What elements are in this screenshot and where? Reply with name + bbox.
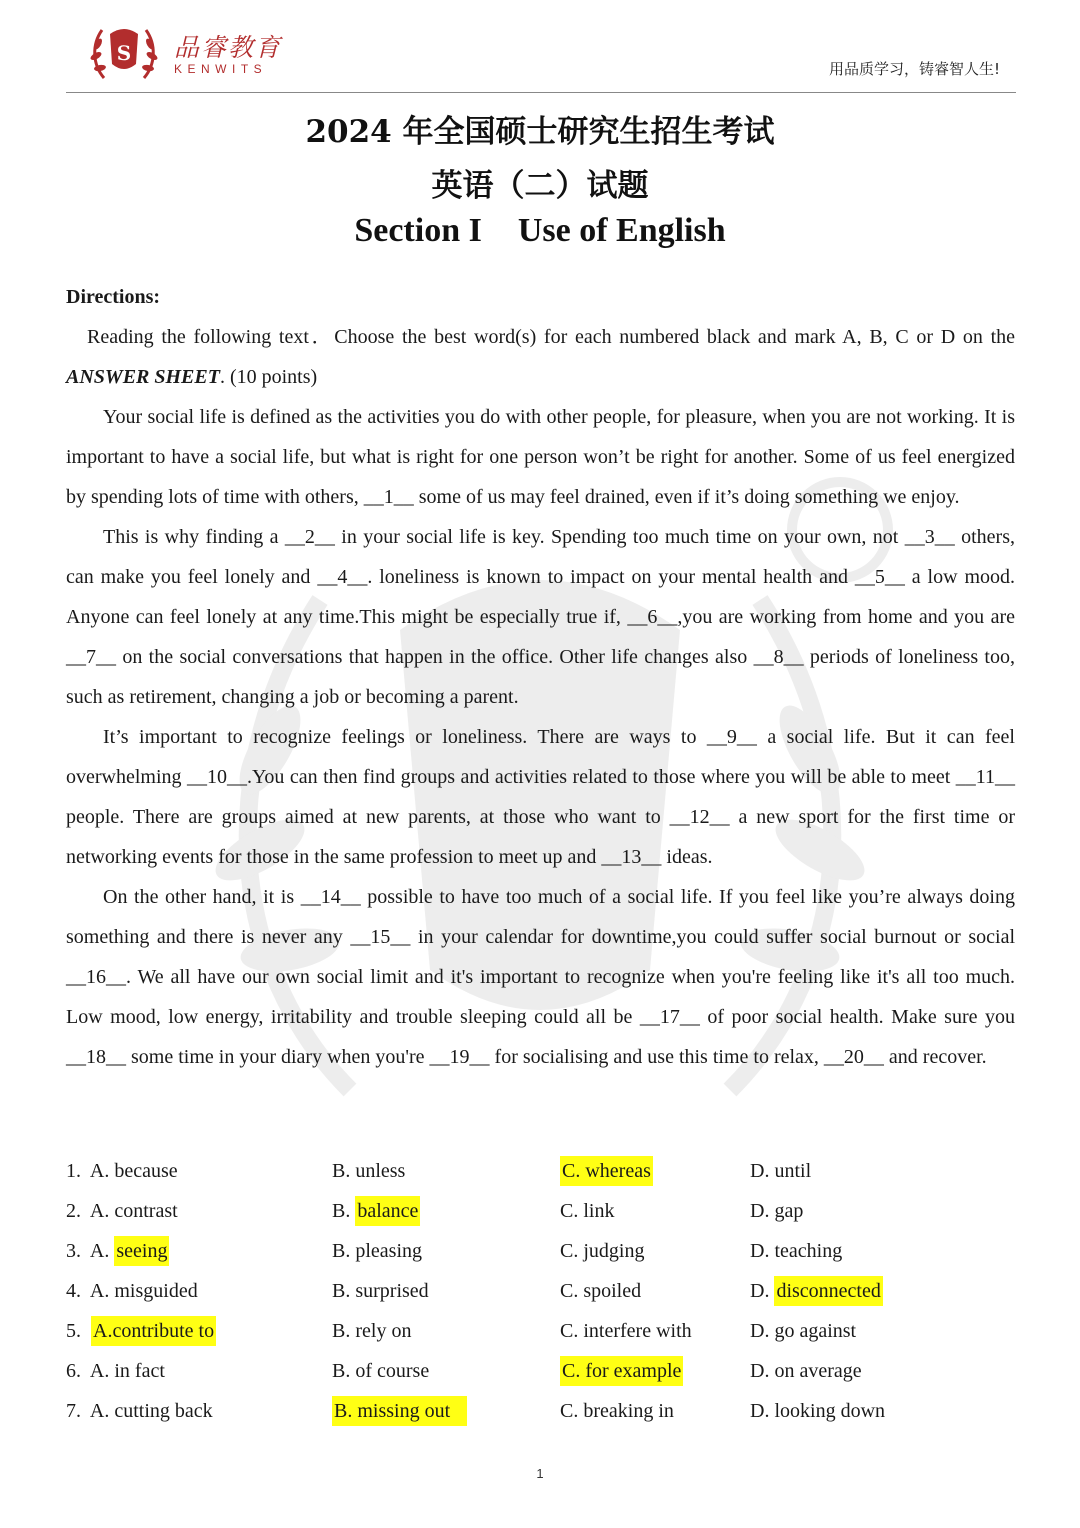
question-options bbox=[66, 1151, 1015, 1431]
option-b: B. surprised bbox=[332, 1280, 429, 1302]
option-d: D. looking down bbox=[750, 1400, 886, 1422]
header-slogan: 用品质学习，铸睿智人生! bbox=[828, 60, 1000, 78]
highlighted-answer: seeing bbox=[114, 1236, 169, 1266]
directions-text bbox=[66, 317, 1015, 397]
option-b: B. pleasing bbox=[332, 1240, 422, 1262]
option-d: D. gap bbox=[750, 1200, 804, 1222]
section-number: Section I bbox=[354, 212, 482, 249]
option-c: C. spoiled bbox=[560, 1280, 642, 1302]
option-d: D. go against bbox=[750, 1320, 857, 1342]
question-row bbox=[66, 1191, 1015, 1231]
highlighted-answer: balance bbox=[355, 1196, 420, 1226]
option-c: C. link bbox=[560, 1200, 615, 1222]
option-a: 1. A. because bbox=[66, 1160, 178, 1182]
kenwits-logo-icon bbox=[90, 20, 158, 86]
question-row bbox=[66, 1231, 1015, 1271]
option-c bbox=[560, 1151, 653, 1191]
option-a bbox=[66, 1311, 216, 1351]
question-row bbox=[66, 1311, 1015, 1351]
passage-paragraph-3: It’s important to recognize feelings or loneliness. There are ways to __9__ a social life. But it can feel overwhelming __10__.You can then find groups and activities related to those where you will be able to meet __11__ people. There are groups aimed at new parents, at those who want to __12__ a new sport for the first time or networking events for those in the same profession to meet up and __13__ ideas. bbox=[66, 726, 1015, 868]
question-number: 4. bbox=[66, 1280, 81, 1302]
option-b: B. of course bbox=[332, 1360, 430, 1382]
option-d: D. on average bbox=[750, 1360, 862, 1382]
option-b bbox=[332, 1391, 467, 1431]
highlighted-answer: B. missing out bbox=[332, 1396, 467, 1426]
exam-subtitle: 英语（二）试题 bbox=[431, 168, 649, 204]
highlighted-answer: C. whereas bbox=[560, 1156, 653, 1186]
section-name: Use of English bbox=[517, 212, 726, 249]
directions-text-before: Reading the following text．Choose the best word(s) for each numbered black and mark A, B, C or D on the bbox=[87, 326, 1015, 348]
directions-text-after: . (10 points) bbox=[219, 366, 318, 388]
question-row bbox=[66, 1391, 1015, 1431]
option-a: 2. A. contrast bbox=[66, 1200, 178, 1222]
option-c bbox=[560, 1351, 683, 1391]
question-number: 7. bbox=[66, 1400, 81, 1422]
option-b: B. unless bbox=[332, 1160, 406, 1182]
directions-label: Directions: bbox=[66, 286, 161, 308]
exam-title: 2024 年全国硕士研究生招生考试 bbox=[305, 114, 775, 150]
option-b: B. rely on bbox=[332, 1320, 412, 1342]
question-number: 2. bbox=[66, 1200, 81, 1222]
question-number: 6. bbox=[66, 1360, 81, 1382]
option-a: 7. A. cutting back bbox=[66, 1400, 213, 1422]
question-number: 5. bbox=[66, 1320, 81, 1342]
passage-paragraph-4: On the other hand, it is __14__ possible to have too much of a social life. If you feel like you’re always doing something and there is never any __15__ in your calendar for downtime,you could suffer social burnout or social __16__. We all have our own social limit and it's important to recognize when you're feeling like it's all too much. Low mood, low energy, irritability and trouble sleeping could all be __17__ of poor social health. Make sure you __18__ some time in your diary when you're __19__ for socialising and use this time to relax, __20__ and recover. bbox=[66, 886, 1015, 1068]
passage-paragraph-1: Your social life is defined as the activities you do with other people, for pleasure, when you are not working. It is important to have a social life, but what is right for one person won’t be right for another. Some of us feel energized by spending lots of time with others, __1__ some of us may feel drained, even if it’s doing something we enjoy. bbox=[66, 406, 1015, 508]
question-row bbox=[66, 1151, 1015, 1191]
option-d: D. until bbox=[750, 1160, 812, 1182]
option-a: 3. A. seeing bbox=[66, 1231, 169, 1271]
passage-paragraph-2: This is why finding a __2__ in your social life is key. Spending too much time on your own, not __3__ others, can make you feel lonely and __4__. loneliness is known to impact on your mental health and __5__ a low mood. Anyone can feel lonely at any time.This might be especially true if, __6__,you are working from home and you are __7__ on the social conversations that happen in the office. Other life changes also __8__ periods of loneliness too, such as retirement, changing a job or becoming a parent. bbox=[66, 526, 1015, 708]
option-d: D. disconnected bbox=[750, 1271, 883, 1311]
option-a: 4. A. misguided bbox=[66, 1280, 198, 1302]
brand-name-en: KENWITS bbox=[174, 62, 268, 76]
svg-text:S: S bbox=[116, 41, 132, 65]
option-b: B. balance bbox=[332, 1191, 420, 1231]
page-number: 1 bbox=[536, 1466, 544, 1481]
option-a: 6. A. in fact bbox=[66, 1360, 165, 1382]
page-header bbox=[66, 14, 1016, 93]
brand-name-cn: 品睿教育 bbox=[174, 33, 283, 62]
question-number: 3. bbox=[66, 1240, 81, 1262]
option-c: C. interfere with bbox=[560, 1320, 692, 1342]
answer-sheet-label: ANSWER SHEET bbox=[66, 366, 220, 388]
option-c: C. judging bbox=[560, 1240, 645, 1262]
question-row bbox=[66, 1351, 1015, 1391]
highlighted-answer: disconnected bbox=[774, 1276, 882, 1306]
question-number: 1. bbox=[66, 1160, 81, 1182]
option-d: D. teaching bbox=[750, 1240, 843, 1262]
highlighted-answer: A.contribute to bbox=[91, 1316, 216, 1346]
section-title bbox=[0, 212, 1080, 250]
highlighted-answer: C. for example bbox=[560, 1356, 683, 1386]
question-row bbox=[66, 1271, 1015, 1311]
passage-content bbox=[66, 277, 1015, 1077]
option-c: C. breaking in bbox=[560, 1400, 674, 1422]
